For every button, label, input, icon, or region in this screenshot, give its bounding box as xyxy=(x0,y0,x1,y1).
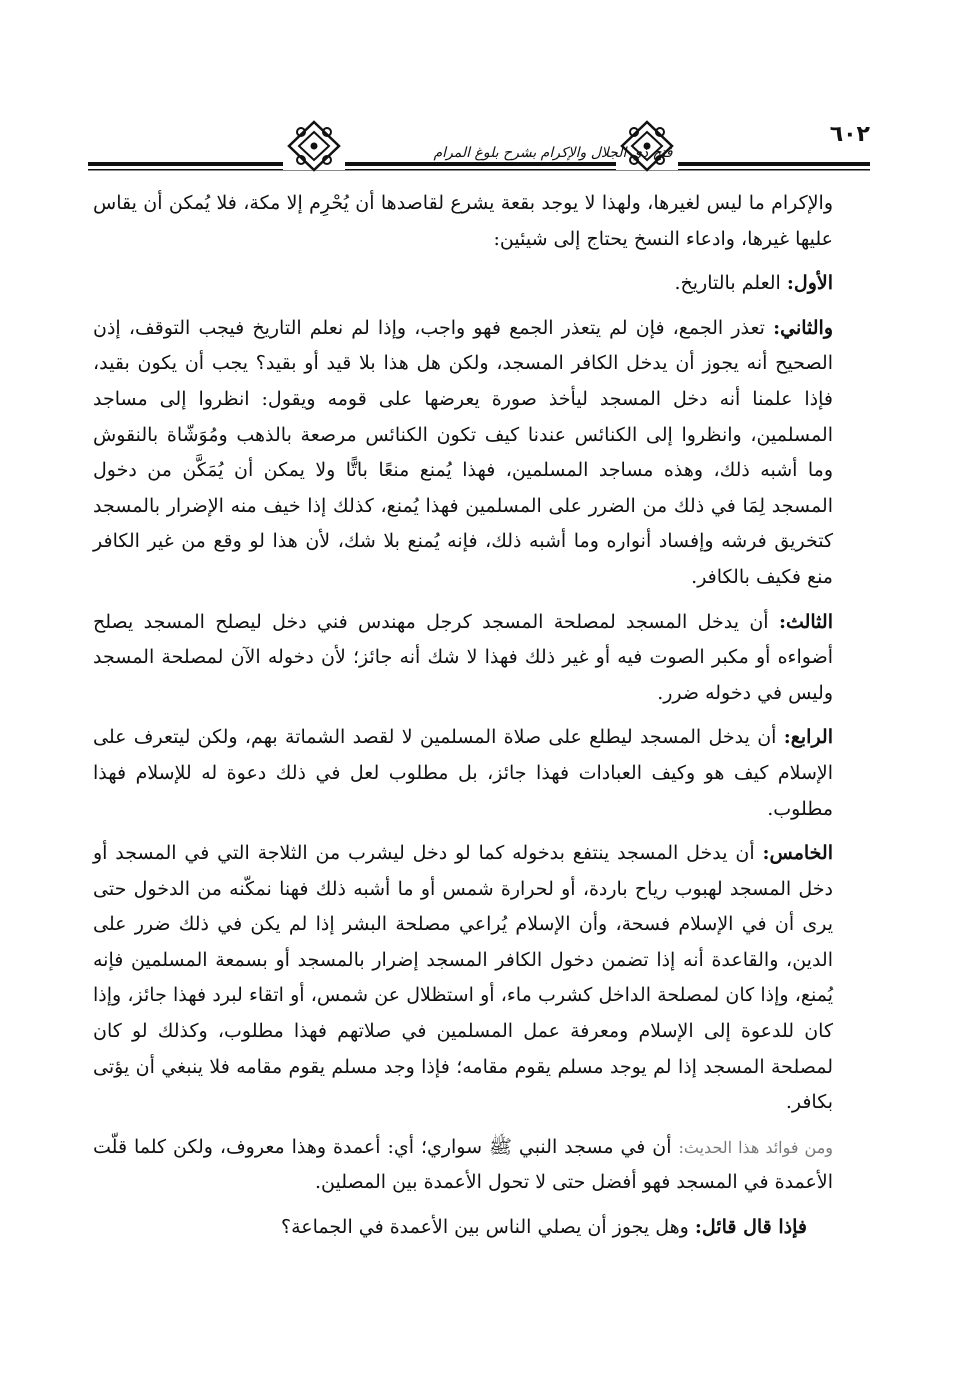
ornament-left-icon xyxy=(283,118,345,174)
page-body xyxy=(93,186,833,1246)
paragraph-third: الثالث: أن يدخل المسجد لمصلحة المسجد كرجل مهندس فني دخل ليصلح المسجد يصلح أضواءه أو مكبر الصوت فيه أو غير ذلك فهذا لا شك أنه جائز؛ لأن دخوله الآن لمصلحة المسجد وليس في دخوله ضرر. xyxy=(93,610,833,704)
paragraph-first: الأول: العلم بالتاريخ. xyxy=(674,272,833,295)
paragraph-fifth: الخامس: أن يدخل المسجد ينتفع بدخوله كما لو دخل ليشرب من الثلاجة التي في المسجد أو دخل المسجد لهبوب رياح باردة، أو لحرارة شمس أو ما أشبه ذلك فهنا نمكّنه من الدخول حتى يرى أن في الإسلام فسحة، وأن الإسلام يُراعي مصلحة البشر إذا لم يكن في ذلك ضرر على الدين، والقاعدة أنه إذا تضمن دخول الكافر المسجد إضرار بالمسجد أو بسمعة المسلمين فإنه يُمنع، وإذا كان لمصلحة الداخل كشرب ماء، أو استظلال عن شمس، أو اتقاء لبرد فهذا جائز، وإذا كان للدعوة إلى الإسلام ومعرفة عمل المسلمين في صلاتهم فهذا مطلوب، وكذلك لو كان لمصلحة المسجد إذا لم يوجد مسلم يقوم مقامه؛ فإذا وجد مسلم يقوم مقامه فلا ينبغي أن يؤتى بكافر. xyxy=(93,842,833,1114)
paragraph-question: فإذا قال قائل: وهل يجوز أن يصلي الناس بين الأعمدة في الجماعة؟ xyxy=(281,1216,807,1239)
paragraph-fourth: الرابع: أن يدخل المسجد ليطلع على صلاة المسلمين لا لقصد الشماتة بهم، ولكن ليتعرف على الإسلام كيف هو وكيف العبادات فهذا جائز، بل مطلوب لعل في ذلك دعوة له للإسلام فهذا مطلوب. xyxy=(93,726,833,820)
header-rule xyxy=(88,160,870,174)
running-title: فتح ذي الجلال والإكرام بشرح بلوغ المرام xyxy=(433,145,673,161)
paragraph-intro: والإكرام ما ليس لغيرها، ولهذا لا يوجد بقعة يشرع لقاصدها أن يُحْرِم إلا مكة، فلا يُمكن أن يقاس عليها غيرها، وادعاء النسخ يحتاج إلى شيئين: xyxy=(93,192,833,250)
page-number: ٦٠٢ xyxy=(829,122,870,147)
paragraph-benefits: ومن فوائد هذا الحديث: أن في مسجد النبي ﷺ سواري؛ أي: أعمدة وهذا معروف، ولكن كلما قلّت الأعمدة في المسجد فهو أفضل حتى لا تحول الأعمدة بين المصلين. xyxy=(93,1135,833,1194)
page-header xyxy=(88,118,870,174)
paragraph-second: والثاني: تعذر الجمع، فإن لم يتعذر الجمع فهو واجب، وإذا لم نعلم التاريخ فيجب التوقف، إذن الصحيح أنه يجوز أن يدخل الكافر المسجد، ولكن هل هذا بلا قيد أو بقيد؟ يجب أن يكون بقيد، فإذا علمنا أنه دخل المسجد ليأخذ صورة يعرضها على قومه ويقول: انظروا إلى مساجد المسلمين، وانظروا إلى الكنائس عندنا كيف تكون الكنائس مرصعة بالذهب ومُوَشّاة بالنقوش وما أشبه ذلك، وهذه مساجد المسلمين، فهذا يُمنع منعًا باتًّا ولا يمكن أن يُمَكَّن من دخول المسجد لِمَا في ذلك من الضرر على المسلمين فهذا يُمنع، كذلك إذا خيف منه الإضرار بالمسجد كتخريق فرشه وإفساد أنواره وما أشبه ذلك، فإنه يُمنع بلا شك، لأن هذا لو وقع من غير الكافر منع فكيف بالكافر. xyxy=(93,316,833,588)
